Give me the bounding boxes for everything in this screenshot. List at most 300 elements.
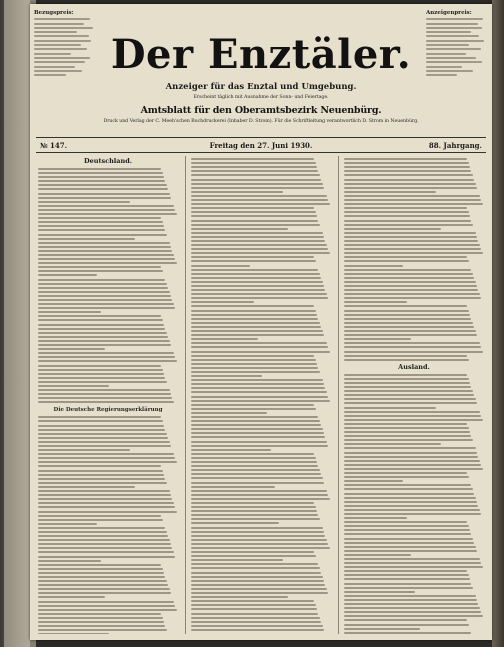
text-line (191, 412, 267, 414)
text-line (38, 519, 163, 521)
text-line (191, 588, 327, 590)
text-line (38, 613, 161, 615)
text-line (344, 285, 477, 287)
text-line (191, 461, 317, 463)
text-line (344, 591, 415, 593)
text-line (38, 482, 167, 484)
text-line (344, 632, 471, 634)
text-line (191, 617, 320, 619)
text-line (344, 334, 477, 336)
text-line (38, 547, 172, 549)
text-line (344, 394, 474, 396)
text-line (191, 322, 320, 324)
text-line (191, 359, 316, 361)
text-line (344, 411, 480, 413)
text-line (344, 566, 483, 568)
text-line (344, 595, 476, 597)
text-line (191, 600, 314, 602)
text-line (344, 538, 473, 540)
dateline-top-rule (36, 137, 486, 138)
text-line (191, 387, 325, 389)
column-1-text-bottom (38, 416, 178, 634)
text-line (38, 205, 174, 207)
text-line (38, 303, 174, 305)
text-line (191, 441, 327, 443)
text-line (191, 572, 321, 574)
text-line (38, 201, 130, 203)
text-line (38, 307, 175, 309)
text-line (344, 281, 476, 283)
text-line (38, 453, 174, 455)
text-line (344, 533, 471, 535)
text-line (191, 408, 316, 410)
text-line (191, 514, 318, 516)
text-line (38, 576, 165, 578)
book-edge-right (492, 0, 504, 647)
text-line (344, 162, 469, 164)
text-line (344, 435, 471, 437)
text-line (38, 397, 172, 399)
text-line (38, 299, 172, 301)
column-1-subhead: Die Deutsche Regierungserklärung (53, 407, 163, 414)
text-line (344, 228, 441, 230)
text-line (344, 297, 481, 299)
text-line (191, 285, 324, 287)
text-line (38, 437, 168, 439)
text-line (191, 580, 324, 582)
text-line (38, 449, 130, 451)
text-line (191, 506, 316, 508)
text-line (191, 453, 314, 455)
text-line (191, 277, 321, 279)
text-line (344, 240, 478, 242)
text-line (191, 424, 321, 426)
text-line (344, 570, 467, 572)
text-line (38, 515, 161, 517)
text-line (191, 215, 317, 217)
text-line (344, 322, 473, 324)
text-line (344, 517, 407, 519)
text-line (38, 416, 161, 418)
text-line (38, 221, 163, 223)
text-line (344, 546, 476, 548)
text-line (344, 346, 481, 348)
text-line (38, 539, 170, 541)
text-line (38, 433, 167, 435)
text-line (38, 348, 105, 350)
text-line (344, 191, 436, 193)
text-line (191, 449, 271, 451)
text-line (344, 619, 467, 621)
text-line (191, 179, 321, 181)
text-line (191, 510, 317, 512)
text-line (191, 207, 314, 209)
text-line (191, 436, 325, 438)
text-line (38, 209, 175, 211)
text-line (191, 543, 328, 545)
text-line (38, 274, 97, 276)
text-line (344, 386, 471, 388)
text-line (38, 172, 163, 174)
text-line (38, 441, 170, 443)
text-line (344, 289, 478, 291)
text-line (38, 184, 167, 186)
text-line (38, 393, 171, 395)
text-line (191, 183, 323, 185)
text-line (38, 625, 165, 627)
text-line (344, 187, 477, 189)
text-line (38, 580, 167, 582)
text-line (344, 452, 477, 454)
text-line (38, 180, 165, 182)
text-line (344, 493, 474, 495)
text-line (38, 568, 163, 570)
text-line (191, 613, 318, 615)
text-line (191, 379, 323, 381)
column-1-text-top (38, 168, 178, 403)
text-line (191, 252, 330, 254)
text-line (191, 248, 328, 250)
text-line (191, 187, 324, 189)
text-line (191, 547, 330, 549)
text-line (191, 473, 321, 475)
text-line (191, 338, 258, 340)
section-heading-germany: Deutschland. (83, 157, 133, 165)
text-line (38, 543, 171, 545)
text-line (38, 425, 164, 427)
text-line (191, 297, 328, 299)
text-line (191, 502, 314, 504)
text-line (38, 217, 161, 219)
text-line (344, 318, 471, 320)
column-2-text (191, 158, 331, 631)
text-line (38, 465, 161, 467)
text-line (191, 400, 330, 402)
text-line (38, 360, 177, 362)
text-line (344, 628, 420, 630)
text-line (191, 576, 323, 578)
text-line (191, 608, 317, 610)
text-line (344, 179, 474, 181)
text-line (191, 563, 318, 565)
text-line (344, 624, 469, 626)
text-line (191, 260, 316, 262)
text-line (191, 567, 320, 569)
text-line (38, 601, 174, 603)
text-line (191, 318, 318, 320)
text-line (191, 224, 320, 226)
text-line (38, 609, 177, 611)
text-line (344, 326, 474, 328)
text-line (344, 603, 478, 605)
text-line (191, 596, 288, 598)
text-line (191, 404, 314, 406)
text-line (191, 396, 328, 398)
text-line (344, 550, 477, 552)
text-line (38, 494, 171, 496)
text-line (38, 242, 170, 244)
text-line (344, 497, 476, 499)
text-line (38, 457, 175, 459)
text-line (38, 340, 170, 342)
text-line (191, 293, 327, 295)
text-line (191, 625, 323, 627)
text-line (344, 607, 480, 609)
text-line (344, 260, 469, 262)
text-line (344, 488, 473, 490)
text-line (38, 385, 109, 387)
text-line (191, 346, 328, 348)
text-line (191, 522, 279, 524)
text-line (191, 559, 283, 561)
text-line (38, 511, 177, 513)
text-line (38, 344, 171, 346)
text-line (344, 611, 481, 613)
text-line (38, 262, 177, 264)
text-line (344, 207, 467, 209)
text-line (191, 269, 318, 271)
text-line (38, 461, 177, 463)
text-line (38, 470, 163, 472)
left-ear-title: Bezugspreis: (34, 10, 74, 16)
text-line (344, 480, 403, 482)
column-3-text-bottom (344, 374, 484, 634)
text-line (344, 301, 407, 303)
text-line (344, 456, 478, 458)
text-line (191, 432, 324, 434)
text-line (191, 158, 314, 160)
text-line (191, 539, 327, 541)
text-line (191, 326, 321, 328)
text-line (38, 270, 163, 272)
text-line (191, 334, 324, 336)
text-line (191, 527, 323, 529)
text-line (191, 301, 254, 303)
text-line (191, 310, 316, 312)
text-line (344, 464, 481, 466)
text-line (344, 158, 467, 160)
text-line (38, 176, 164, 178)
text-line (191, 445, 328, 447)
text-line (191, 518, 320, 520)
text-line (344, 314, 470, 316)
text-line (38, 319, 163, 321)
text-line (344, 529, 470, 531)
text-line (344, 277, 474, 279)
volume-number: 88. Jahrgang. (428, 141, 482, 150)
text-line (38, 250, 172, 252)
text-line (191, 604, 316, 606)
text-line (38, 629, 167, 631)
text-line (344, 472, 467, 474)
text-line (38, 474, 164, 476)
text-line (191, 162, 316, 164)
text-line (344, 439, 473, 441)
text-line (344, 443, 441, 445)
text-line (344, 338, 411, 340)
masthead-subtitle: Anzeiger für das Enztal und Umgebung. (165, 82, 357, 92)
text-line (191, 391, 327, 393)
text-line (344, 423, 467, 425)
text-line (191, 273, 320, 275)
text-line (344, 248, 481, 250)
text-line (344, 252, 483, 254)
text-line (344, 310, 469, 312)
text-line (38, 498, 172, 500)
text-line (344, 558, 480, 560)
text-line (191, 457, 316, 459)
text-line (344, 599, 477, 601)
text-line (38, 356, 175, 358)
text-line (191, 220, 318, 222)
text-line (344, 419, 483, 421)
text-line (191, 314, 317, 316)
text-line (38, 197, 171, 199)
text-line (191, 191, 283, 193)
text-line (344, 273, 473, 275)
text-line (38, 420, 163, 422)
text-line (38, 502, 174, 504)
column-3-text-top (344, 158, 484, 361)
text-line (344, 513, 481, 515)
text-line (191, 486, 275, 488)
text-line (38, 633, 109, 634)
text-line (38, 258, 175, 260)
text-line (191, 629, 324, 631)
text-line (191, 289, 325, 291)
text-line (38, 332, 167, 334)
text-line (191, 477, 323, 479)
text-line (344, 525, 469, 527)
text-line (38, 596, 105, 598)
text-line (38, 556, 175, 558)
text-line (38, 401, 174, 403)
text-line (191, 494, 328, 496)
text-line (38, 328, 165, 330)
text-line (38, 279, 165, 281)
text-line (344, 615, 483, 617)
text-line (191, 244, 327, 246)
text-line (344, 244, 480, 246)
text-line (38, 295, 171, 297)
text-line (38, 311, 101, 313)
text-line (344, 199, 481, 201)
text-line (191, 174, 320, 176)
text-line (38, 605, 175, 607)
dateline-bottom-rule (36, 152, 486, 153)
text-line (38, 336, 168, 338)
text-line (344, 342, 480, 344)
text-line (38, 531, 167, 533)
text-line (38, 188, 168, 190)
text-line (191, 465, 318, 467)
text-line (344, 415, 481, 417)
text-line (191, 265, 250, 267)
text-line (191, 342, 327, 344)
text-line (191, 166, 317, 168)
text-line (344, 509, 480, 511)
text-line (38, 234, 167, 236)
text-line (344, 402, 477, 404)
text-line (344, 578, 470, 580)
text-line (344, 166, 470, 168)
publisher-line: Druck und Verlag der C. Meeh'schen Buchdruckerei (Inhaber D. Strom). Für die Schriftleitung verantwortlich D. Strom in Neuenbürg. (103, 119, 419, 124)
text-line (344, 359, 469, 361)
text-line (191, 203, 330, 205)
text-line (38, 377, 165, 379)
text-line (38, 527, 165, 529)
column-1 (38, 156, 178, 634)
text-line (38, 560, 101, 562)
text-line (344, 215, 470, 217)
text-line (344, 211, 469, 213)
text-line (38, 365, 161, 367)
text-line (191, 256, 314, 258)
text-line (191, 281, 323, 283)
publication-schedule: Erscheint täglich mit Ausnahme der Sonn- und Feiertage. (193, 95, 329, 100)
text-line (191, 375, 262, 377)
right-ear-box (426, 10, 488, 114)
text-line (344, 583, 471, 585)
text-line (344, 305, 467, 307)
column-3 (344, 156, 484, 634)
text-line (38, 168, 161, 170)
text-line (344, 562, 481, 564)
text-line (38, 193, 170, 195)
text-line (344, 195, 480, 197)
text-line (191, 330, 323, 332)
text-line (38, 266, 161, 268)
text-line (344, 232, 476, 234)
text-line (38, 389, 170, 391)
text-line (344, 390, 473, 392)
text-line (344, 293, 480, 295)
text-line (191, 170, 318, 172)
text-line (191, 228, 288, 230)
section-heading-abroad: Ausland. (398, 362, 430, 371)
text-line (38, 588, 170, 590)
text-line (191, 211, 316, 213)
text-line (38, 535, 168, 537)
text-line (38, 592, 171, 594)
column-2 (191, 156, 331, 634)
text-line (344, 407, 436, 409)
text-line (344, 183, 476, 185)
text-line (191, 420, 320, 422)
text-line (344, 174, 473, 176)
text-line (38, 617, 163, 619)
text-line (191, 490, 327, 492)
text-line (191, 240, 325, 242)
text-line (38, 238, 135, 240)
text-line (38, 324, 164, 326)
text-line (344, 542, 474, 544)
text-line (38, 506, 175, 508)
text-line (344, 460, 480, 462)
text-line (191, 351, 330, 353)
text-line (344, 554, 411, 556)
text-line (38, 551, 174, 553)
text-line (38, 369, 163, 371)
text-line (38, 572, 164, 574)
text-line (344, 220, 471, 222)
text-line (38, 246, 171, 248)
text-line (344, 378, 469, 380)
text-line (344, 587, 473, 589)
text-line (38, 213, 177, 215)
text-line (344, 427, 469, 429)
text-line (344, 203, 483, 205)
